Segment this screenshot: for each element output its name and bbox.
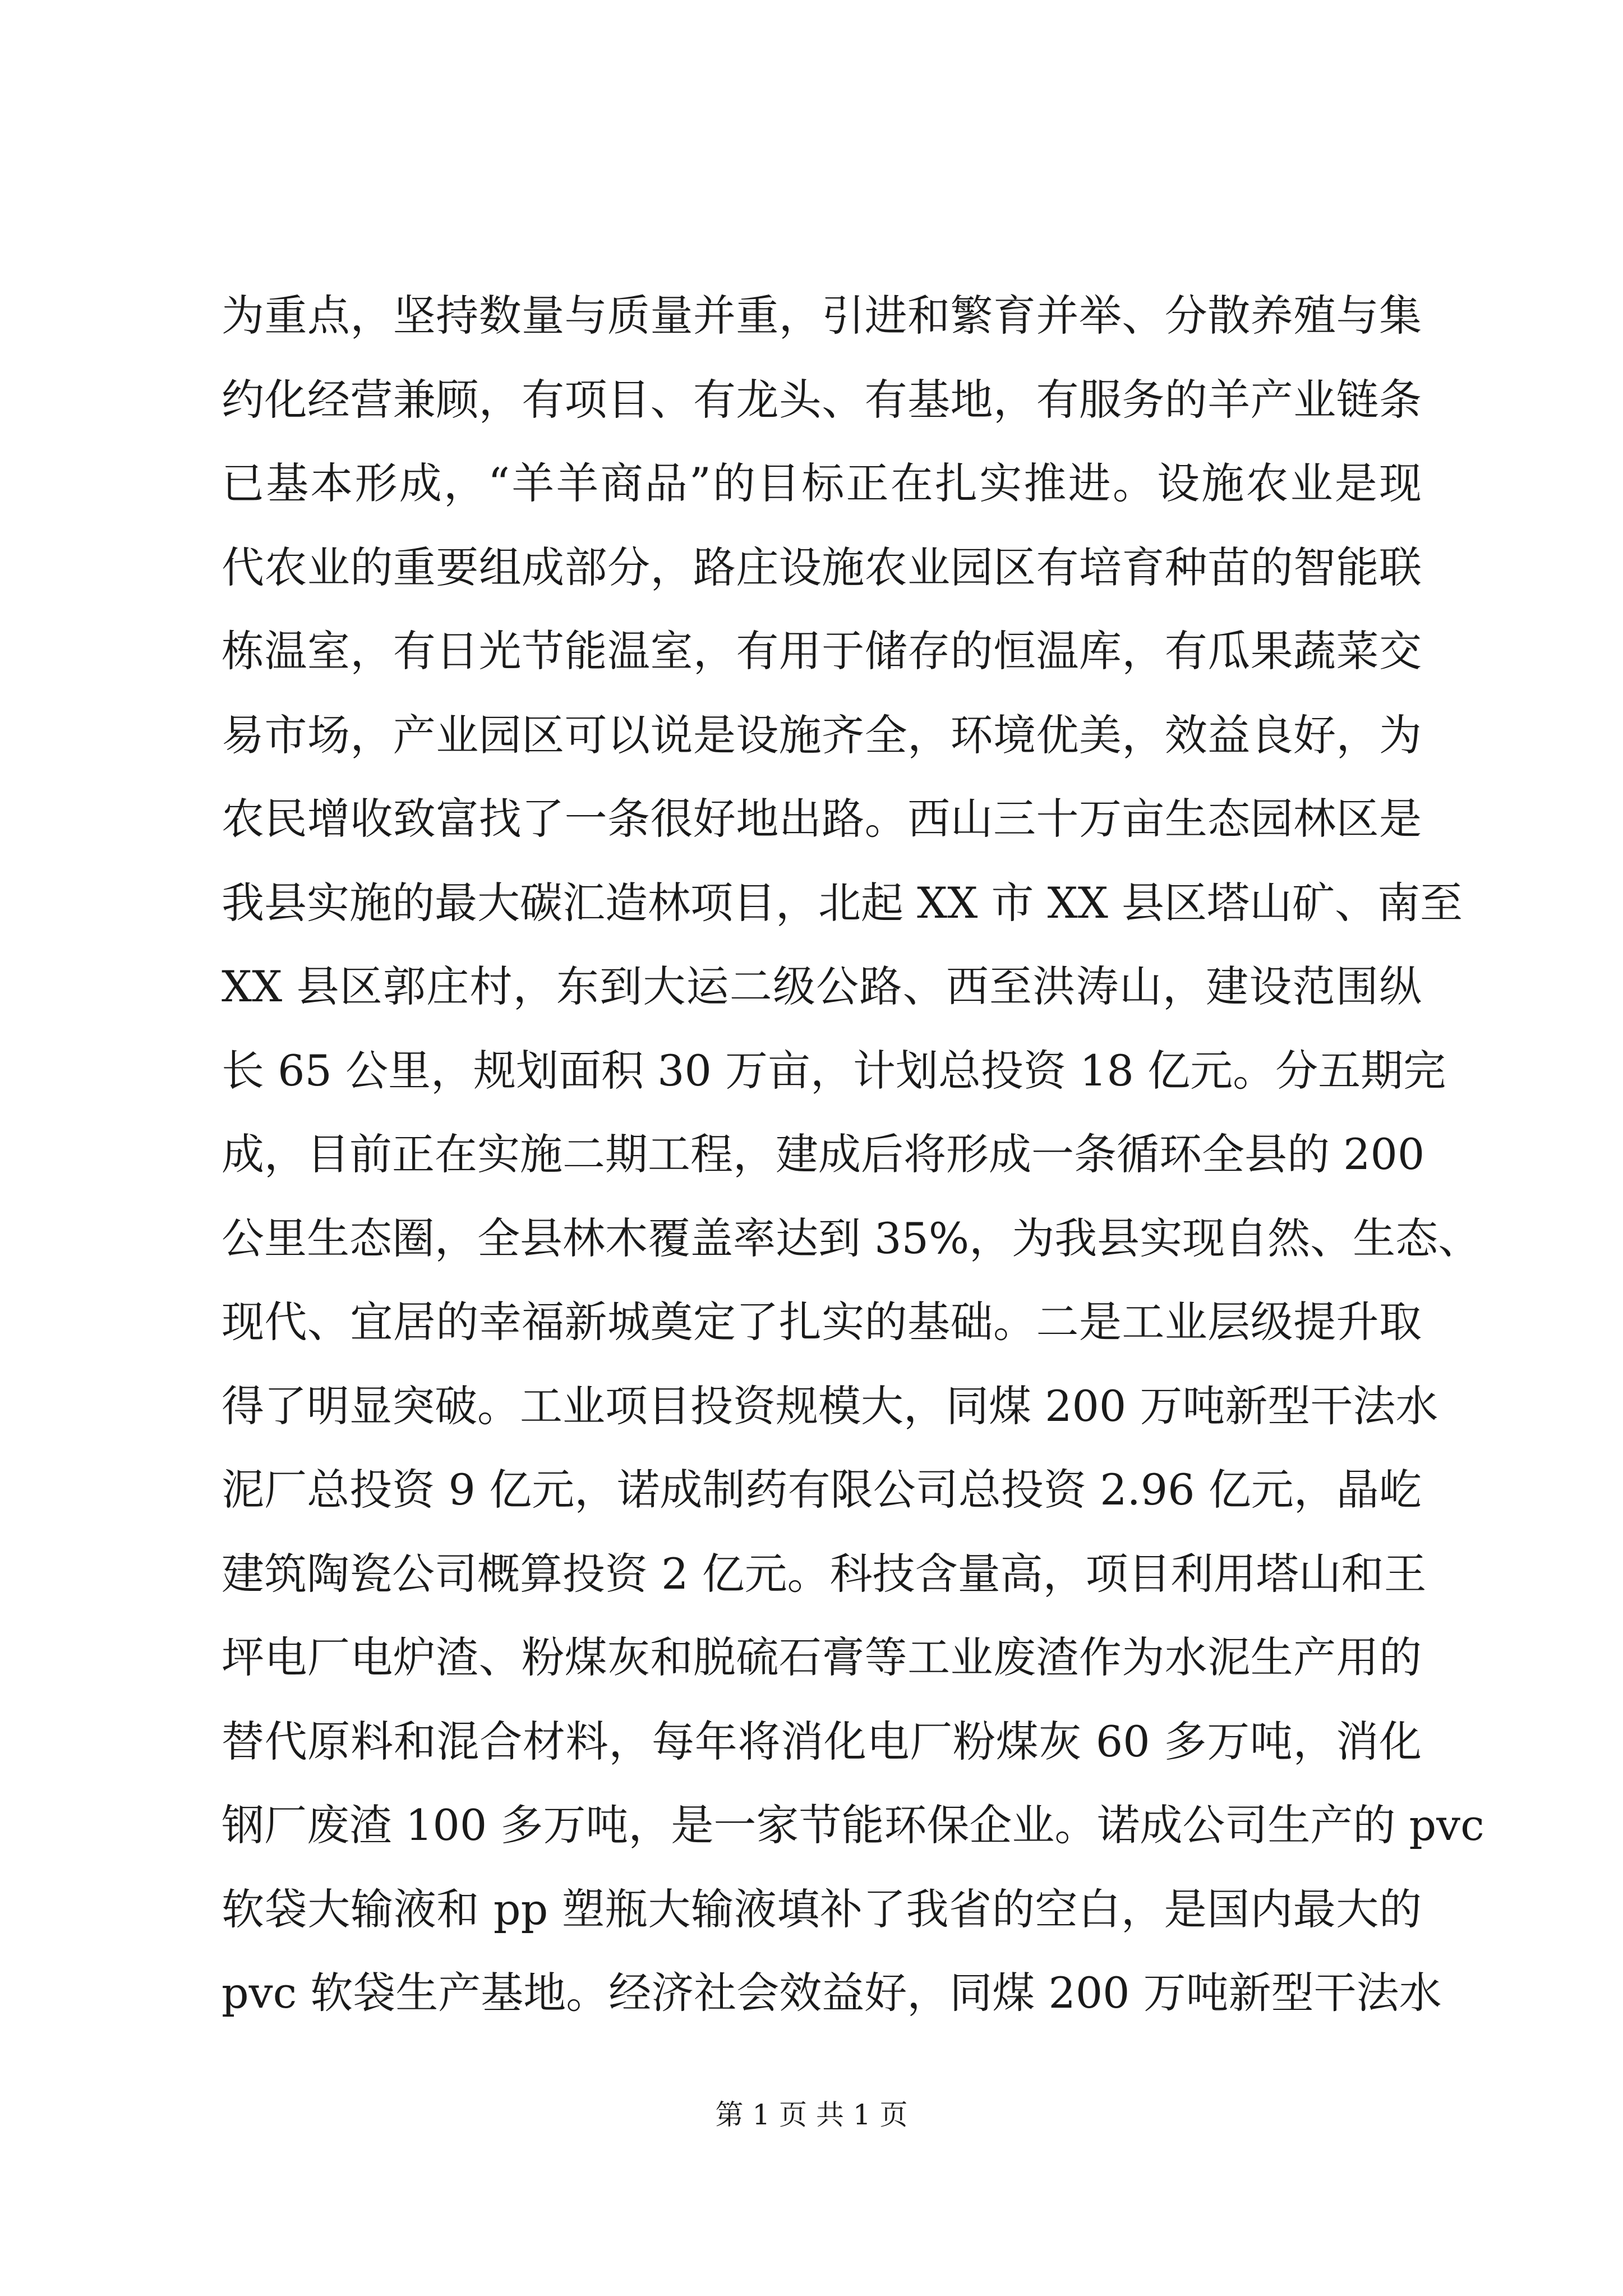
- text-line: 得了明显突破。工业项目投资规模大，同煤 200 万吨新型干法水: [222, 1381, 1438, 1431]
- text-line: 成，目前正在实施二期工程，建成后将形成一条循环全县的 200: [222, 1129, 1425, 1179]
- text-line: pvc 软袋生产基地。经济社会效益好，同煤 200 万吨新型干法水: [222, 1968, 1442, 2018]
- text-line: 替代原料和混合材料，每年将消化电厂粉煤灰 60 多万吨，消化: [222, 1716, 1422, 1766]
- text-line: 公里生态圈，全县林木覆盖率达到 35%，为我县实现自然、生态、: [222, 1213, 1481, 1263]
- text-line: 钢厂废渣 100 多万吨，是一家节能环保企业。诺成公司生产的 pvc: [222, 1800, 1484, 1850]
- text-line: 栋温室，有日光节能温室，有用于储存的恒温库，有瓜果蔬菜交: [222, 626, 1422, 676]
- text-line: 泥厂总投资 9 亿元，诺成制药有限公司总投资 2.96 亿元，晶屹: [222, 1465, 1422, 1515]
- text-line: 代农业的重要组成部分，路庄设施农业园区有培育种苗的智能联: [222, 542, 1422, 592]
- text-line: 坪电厂电炉渣、粉煤灰和脱硫石膏等工业废渣作为水泥生产用的: [222, 1632, 1422, 1682]
- text-line: 建筑陶瓷公司概算投资 2 亿元。科技含量高，项目利用塔山和王: [222, 1548, 1427, 1599]
- text-line: 为重点，坚持数量与质量并重，引进和繁育并举、分散养殖与集: [222, 291, 1422, 341]
- text-line: 长 65 公里，规划面积 30 万亩，计划总投资 18 亿元。分五期完: [222, 1045, 1446, 1096]
- text-line: 易市场，产业园区可以说是设施齐全，环境优美，效益良好，为: [222, 710, 1422, 760]
- page-footer: 第 1 页 共 1 页: [715, 2099, 908, 2131]
- text-line: 现代、宜居的幸福新城奠定了扎实的基础。二是工业层级提升取: [222, 1297, 1422, 1347]
- text-line: 我县实施的最大碳汇造林项目，北起 XX 市 XX 县区塔山矿、南至: [222, 877, 1463, 928]
- text-line: 约化经营兼顾，有项目、有龙头、有基地，有服务的羊产业链条: [222, 374, 1422, 425]
- text-line: 农民增收致富找了一条很好地出路。西山三十万亩生态园林区是: [222, 794, 1422, 844]
- text-line: 软袋大输液和 pp 塑瓶大输液填补了我省的空白，是国内最大的: [222, 1884, 1422, 1934]
- text-line: XX 县区郭庄村，东到大运二级公路、西至洪涛山，建设范围纵: [222, 961, 1422, 1011]
- text-line: 已基本形成，“羊羊商品”的目标正在扎实推进。设施农业是现: [222, 458, 1422, 508]
- body-paragraph: [222, 274, 1484, 2035]
